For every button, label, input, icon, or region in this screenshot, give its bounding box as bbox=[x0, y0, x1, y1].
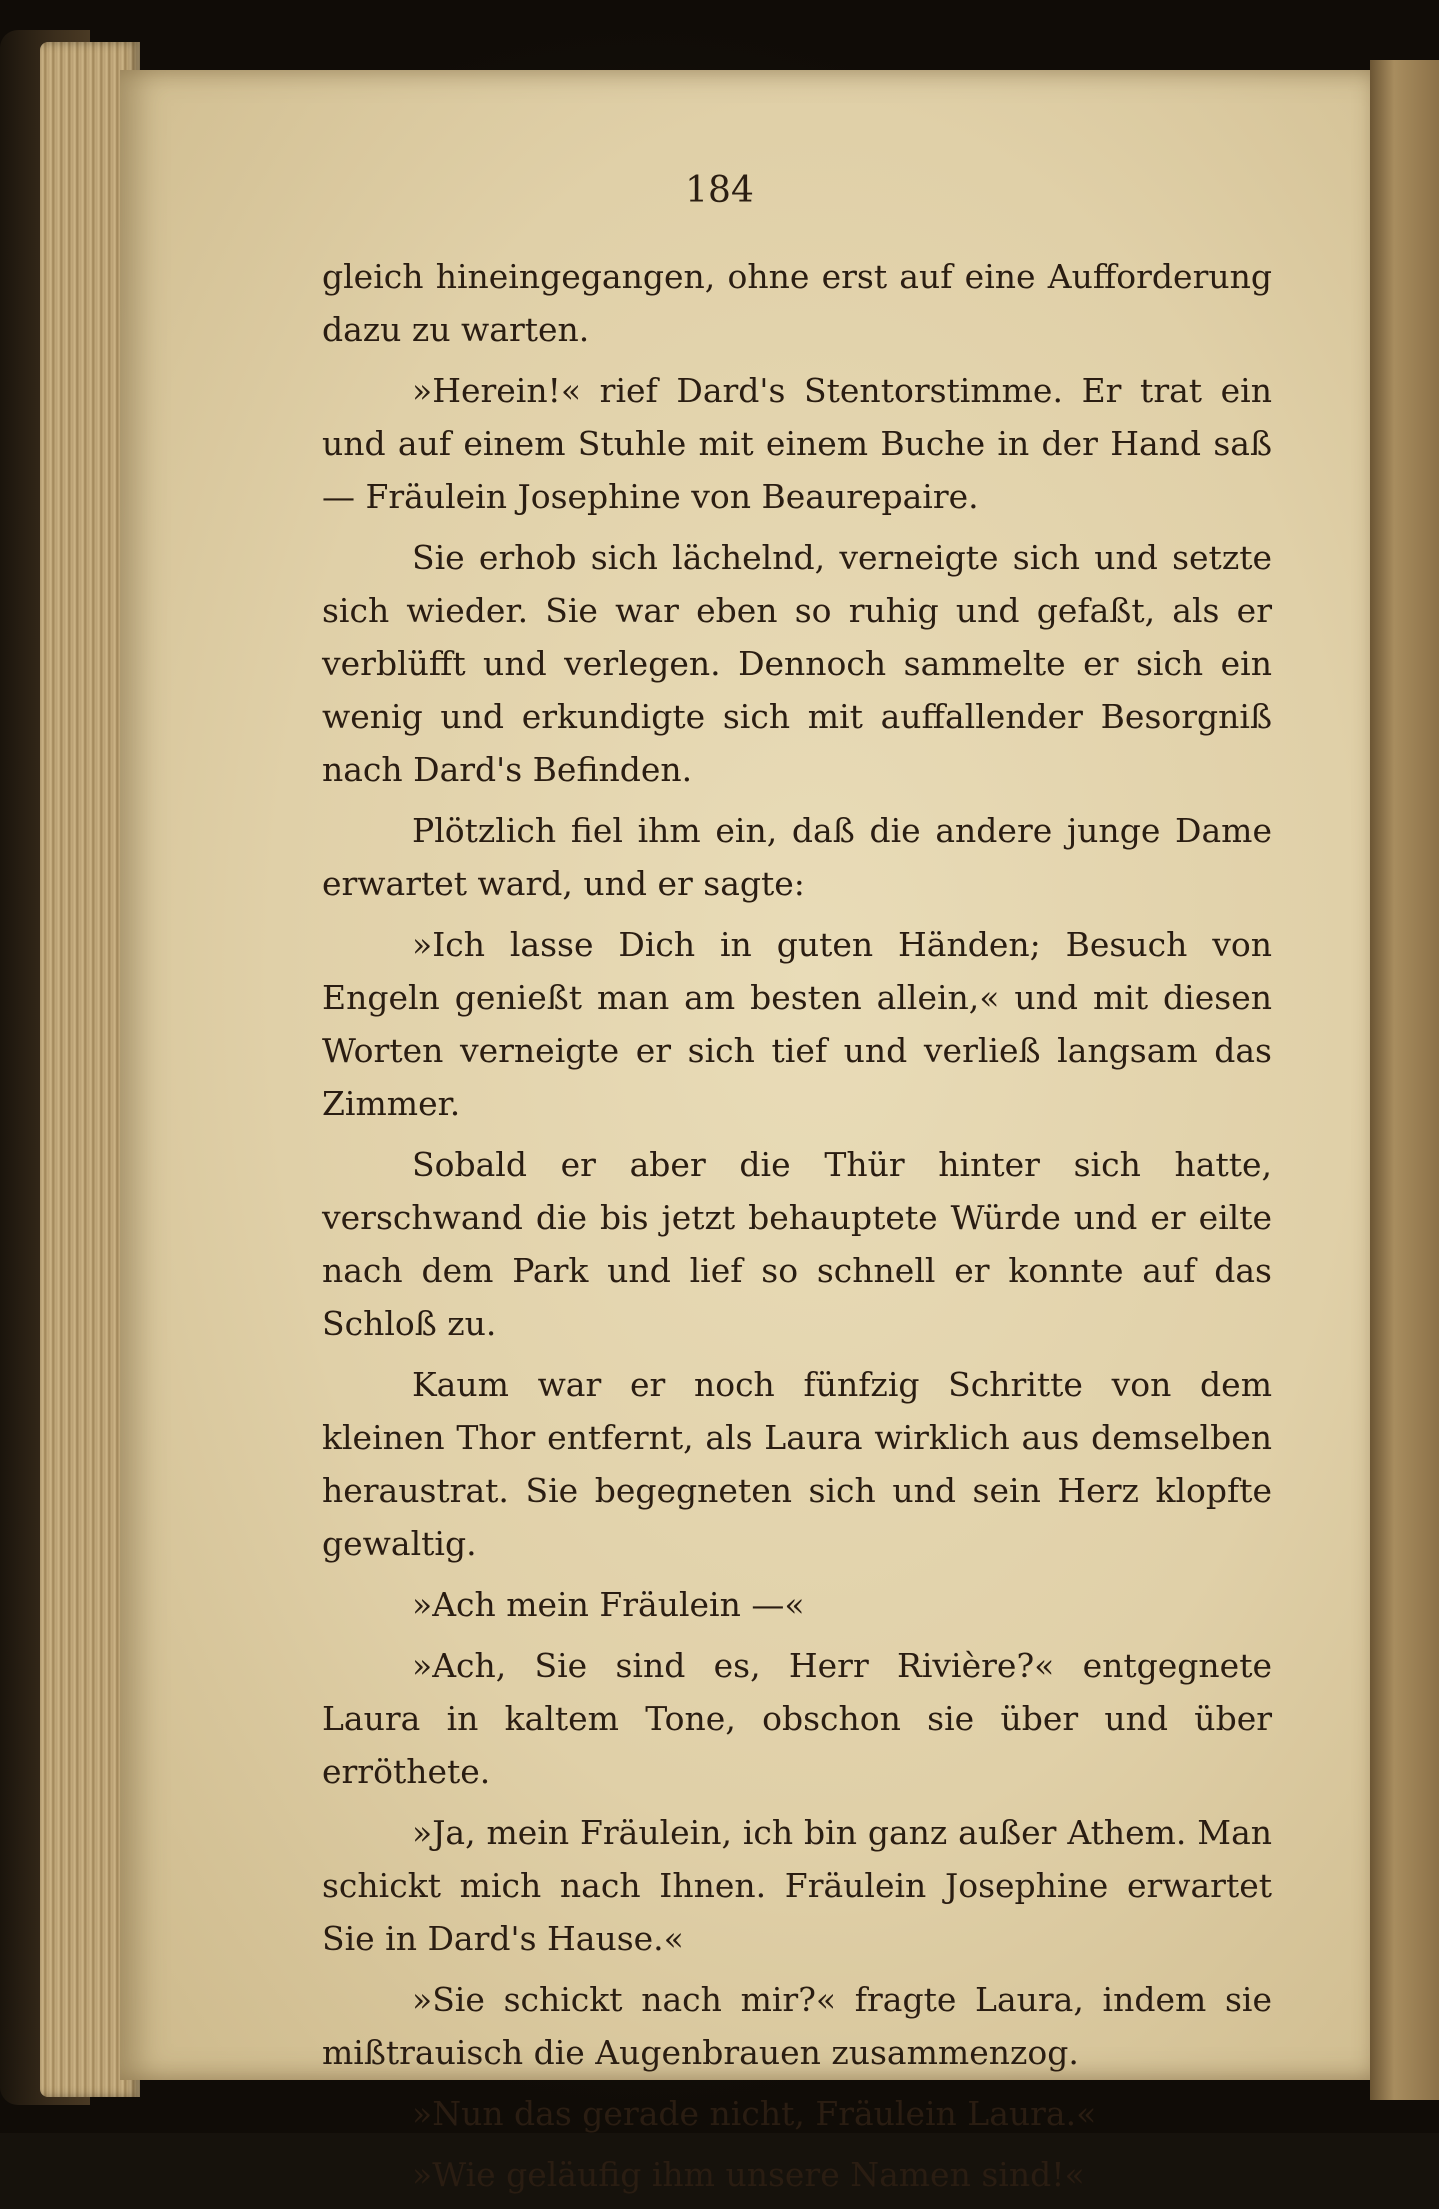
paragraph: »Ja, mein Fräulein, ich bin ganz außer Athem. Man schickt mich nach Ihnen. Fräulein Josephine erwartet Sie in Dard's Hause.« bbox=[322, 1813, 1272, 1958]
page-number: 184 bbox=[685, 170, 754, 211]
paragraph: »Herein!« rief Dard's Stentorstimme. Er trat ein und auf einem Stuhle mit einem Buche in der Hand saß — Fräulein Josephine von Beaurepaire. bbox=[322, 371, 1272, 516]
paragraph: »Ich lasse Dich in guten Händen; Besuch von Engeln genießt man am besten allein,« und mit diesen Worten verneigte er sich tief und verließ langsam das Zimmer. bbox=[322, 925, 1272, 1123]
paragraph: »Nun das gerade nicht, Fräulein Laura.« bbox=[412, 2094, 1097, 2133]
paragraph: »Wie geläufig ihm unsere Namen sind!« bbox=[412, 2155, 1085, 2194]
paragraph: »Sie schickt nach mir?« fragte Laura, indem sie mißtrauisch die Augenbrauen zusammenzog. bbox=[322, 1980, 1272, 2072]
paragraph: gleich hineingegangen, ohne erst auf eine Aufforderung dazu zu warten. bbox=[322, 257, 1272, 349]
paragraph: »Ach mein Fräulein —« bbox=[412, 1585, 805, 1624]
paragraph: Sobald er aber die Thür hinter sich hatte, verschwand die bis jetzt behauptete Würde und er eilte nach dem Park und lief so schnell er konnte auf das Schloß zu. bbox=[322, 1145, 1272, 1343]
book-gutter bbox=[1370, 60, 1439, 2100]
paragraph: »Ach, Sie sind es, Herr Rivière?« entgegnete Laura in kaltem Tone, obschon sie über und über erröthete. bbox=[322, 1646, 1272, 1791]
paragraph: Plötzlich fiel ihm ein, daß die andere junge Dame erwartet ward, und er sagte: bbox=[322, 811, 1272, 903]
paragraph: Sie erhob sich lächelnd, verneigte sich und setzte sich wieder. Sie war eben so ruhig und gefaßt, als er verblüfft und verlegen. Dennoch sammelte er sich ein wenig und erkundigte sich mit auffallender Besorgniß nach Dard's Befinden. bbox=[322, 538, 1272, 789]
page-text bbox=[322, 250, 1272, 2209]
paragraph: Kaum war er noch fünfzig Schritte von dem kleinen Thor entfernt, als Laura wirklich aus demselben heraustrat. Sie begegneten sich und sein Herz klopfte gewaltig. bbox=[322, 1365, 1272, 1563]
